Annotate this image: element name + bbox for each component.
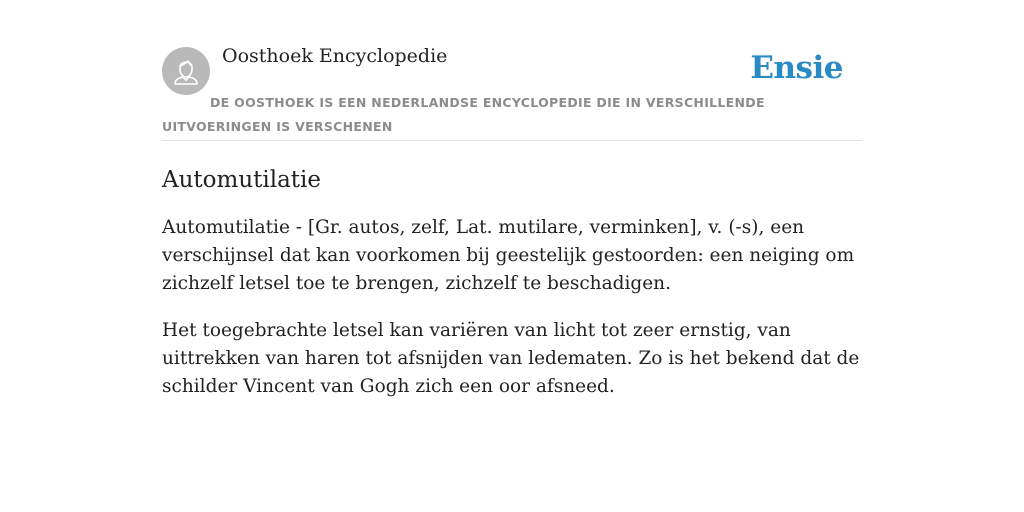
ensie-logo[interactable]: Ensie [750,50,843,86]
article-paragraph-1: Automutilatie - [Gr. autos, zelf, Lat. mutilare, verminken], v. (-s), een verschijnsel dat kan voorkomen bij geestelijk gestoorden: een neiging om zichzelf letsel toe te brengen, zichzelf te beschadigen. [162,217,855,294]
article-title: Automutilatie [162,167,322,193]
author-name[interactable]: Oosthoek Encyclopedie [222,45,448,67]
author-description: DE OOSTHOEK IS EEN NEDERLANDSE ENCYCLOPEDIE DIE IN VERSCHILLENDE UITVOERINGEN IS VERSCHENEN [162,95,765,134]
avatar[interactable] [162,47,210,95]
user-icon [162,47,210,95]
author-header [162,0,862,141]
article-paragraph-2: Het toegebrachte letsel kan variëren van licht tot zeer ernstig, van uittrekken van haren tot afsnijden van ledematen. Zo is het bekend dat de schilder Vincent van Gogh zich een oor afsneed. [162,320,860,397]
page-container [162,0,862,401]
